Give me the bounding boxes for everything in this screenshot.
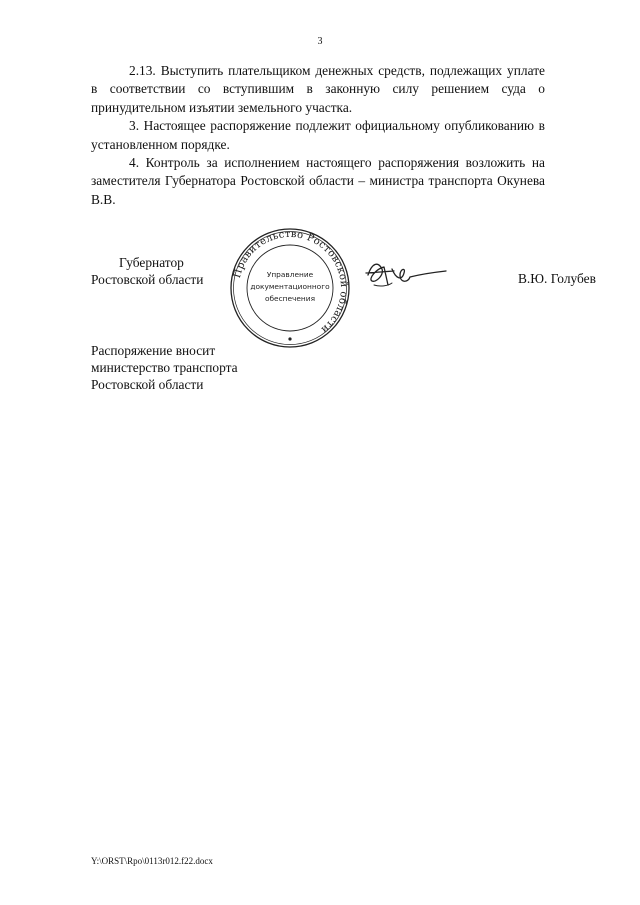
seal-outer-text: Правительство Ростовской области: [232, 228, 350, 336]
submitter-line2: министерство транспорта: [91, 360, 238, 375]
official-seal: [229, 227, 351, 349]
governor-name: В.Ю. Голубев: [518, 271, 596, 286]
submitter-block: [91, 342, 238, 393]
body-text: [91, 62, 545, 209]
governor-title-line1: Губернатор: [119, 255, 184, 270]
submitter-line3: Ростовской области: [91, 377, 204, 392]
submitter-line1: Распоряжение вносит: [91, 343, 216, 358]
page-number: 3: [317, 36, 323, 47]
governor-title: [91, 254, 203, 288]
governor-title-line2: Ростовской области: [91, 272, 204, 287]
file-path: Y:\ORST\Rpo\0113r012.f22.docx: [91, 856, 213, 866]
seal-inner-line2: документационного: [250, 282, 330, 291]
seal-inner-line3: обеспечения: [264, 294, 316, 303]
paragraph-3: 3. Настоящее распоряжение подлежит официальному опубликованию в установленном порядке.: [91, 118, 545, 152]
paragraph-4: 4. Контроль за исполнением настоящего распоряжения возложить на заместителя Губернатора Ростовской области – министра транспорта Окунева В.В.: [91, 155, 545, 207]
seal-inner-line1: Управление: [266, 270, 314, 279]
paragraph-2-13: 2.13. Выступить плательщиком денежных средств, подлежащих уплате в соответствии со вступившим в законную силу решением суда о принудительном изъятии земельного участка.: [91, 63, 545, 115]
handwritten-signature: [362, 255, 448, 297]
